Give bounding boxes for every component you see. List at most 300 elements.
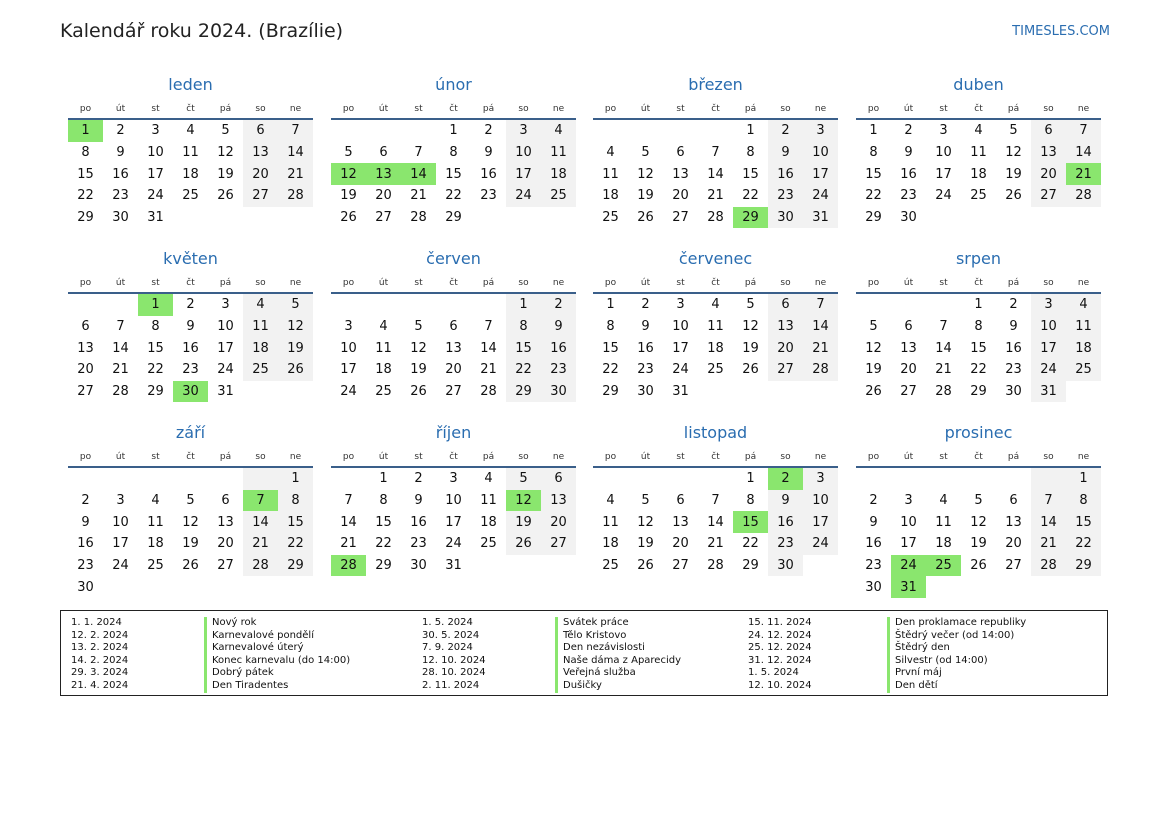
day-cell: 29 xyxy=(742,558,759,574)
day-cell: 5 xyxy=(414,319,423,335)
weekday-header xyxy=(68,448,313,468)
day-cell: 14 xyxy=(1066,142,1101,164)
day-cell: 9 xyxy=(186,319,195,335)
day-cell: 29 xyxy=(865,210,882,226)
weekday-label: út xyxy=(640,104,651,114)
day-cell: 1 xyxy=(138,294,173,316)
weekday-label: út xyxy=(903,278,914,288)
day-cell: 1 xyxy=(68,120,103,142)
day-cell: 20 xyxy=(243,163,278,185)
weekday-label: út xyxy=(115,104,126,114)
day-cell: 17 xyxy=(340,362,357,378)
day-cell: 6 xyxy=(81,319,90,335)
day-cell: 18 xyxy=(243,337,278,359)
day-grid xyxy=(593,294,838,402)
day-cell: 5 xyxy=(278,294,313,316)
day-cell: 12 xyxy=(278,316,313,338)
weekday-label: út xyxy=(903,104,914,114)
weekday-label: čt xyxy=(711,452,720,462)
day-cell: 8 xyxy=(449,145,458,161)
empty-cell xyxy=(961,468,996,490)
day-cell: 13 xyxy=(243,142,278,164)
day-cell: 1 xyxy=(1066,468,1101,490)
day-cell: 31 xyxy=(891,576,926,598)
day-cell: 1 xyxy=(449,123,458,139)
empty-cell xyxy=(1066,381,1101,403)
empty-cell xyxy=(208,468,243,490)
day-cell: 13 xyxy=(900,340,917,356)
weekday-label: út xyxy=(115,452,126,462)
day-cell: 19 xyxy=(278,337,313,359)
day-cell: 25 xyxy=(541,185,576,207)
day-cell: 4 xyxy=(484,471,493,487)
legend-date: 13. 2. 2024 xyxy=(71,642,129,654)
weekday-label: so xyxy=(518,452,529,462)
weekday-label: pá xyxy=(482,452,495,462)
weekday-label: út xyxy=(903,452,914,462)
day-cell: 18 xyxy=(1066,337,1101,359)
empty-cell xyxy=(1031,576,1066,598)
day-cell: 20 xyxy=(375,188,392,204)
day-cell: 12 xyxy=(742,319,759,335)
day-cell: 30 xyxy=(112,210,129,226)
weekday-label: ne xyxy=(814,104,827,114)
day-cell: 3 xyxy=(221,297,230,313)
day-cell: 26 xyxy=(410,384,427,400)
empty-cell xyxy=(506,207,541,229)
day-cell: 15 xyxy=(742,166,759,182)
weekday-label: čt xyxy=(711,278,720,288)
day-cell: 30 xyxy=(768,555,803,577)
day-cell: 11 xyxy=(1066,316,1101,338)
day-cell: 13 xyxy=(366,163,401,185)
empty-cell xyxy=(103,468,138,490)
day-cell: 4 xyxy=(151,493,160,509)
day-cell: 14 xyxy=(401,163,436,185)
empty-cell xyxy=(243,381,278,403)
day-cell: 4 xyxy=(711,297,720,313)
day-grid xyxy=(856,468,1101,598)
day-cell: 24 xyxy=(445,536,462,552)
empty-cell xyxy=(138,468,173,490)
day-cell: 19 xyxy=(865,362,882,378)
day-cell: 25 xyxy=(480,536,497,552)
weekday-label: pá xyxy=(744,278,757,288)
day-cell: 24 xyxy=(340,384,357,400)
month-říjen xyxy=(331,418,576,576)
empty-cell xyxy=(1066,576,1101,598)
day-cell: 20 xyxy=(217,536,234,552)
weekday-label: ne xyxy=(552,452,565,462)
day-cell: 12 xyxy=(331,163,366,185)
day-cell: 30 xyxy=(768,207,803,229)
empty-cell xyxy=(208,576,243,598)
legend-holiday-name: Veřejná služba xyxy=(555,667,681,680)
empty-cell xyxy=(891,294,926,316)
legend-holiday-name: Karnevalové úterý xyxy=(204,642,350,655)
day-cell: 11 xyxy=(541,142,576,164)
weekday-label: ne xyxy=(552,278,565,288)
legend-holiday-name: Dušičky xyxy=(555,680,681,693)
day-cell: 17 xyxy=(112,536,129,552)
day-cell: 17 xyxy=(217,340,234,356)
legend-dates-column xyxy=(748,617,812,693)
day-cell: 11 xyxy=(375,340,392,356)
day-cell: 11 xyxy=(147,514,164,530)
weekday-header xyxy=(593,448,838,468)
day-cell: 21 xyxy=(803,337,838,359)
day-cell: 2 xyxy=(484,123,493,139)
day-cell: 25 xyxy=(602,210,619,226)
day-cell: 24 xyxy=(506,185,541,207)
weekday-label: ne xyxy=(1077,104,1090,114)
day-cell: 5 xyxy=(869,319,878,335)
day-cell: 12 xyxy=(637,166,654,182)
day-cell: 6 xyxy=(768,294,803,316)
day-cell: 19 xyxy=(340,188,357,204)
month-únor xyxy=(331,70,576,228)
weekday-label: ne xyxy=(814,452,827,462)
legend-date: 12. 2. 2024 xyxy=(71,629,129,641)
empty-cell xyxy=(996,207,1031,229)
weekday-header xyxy=(856,100,1101,120)
day-cell: 17 xyxy=(803,511,838,533)
day-cell: 1 xyxy=(746,471,755,487)
day-grid xyxy=(331,120,576,228)
empty-cell xyxy=(663,120,698,142)
day-cell: 6 xyxy=(1031,120,1066,142)
weekday-label: čt xyxy=(974,452,983,462)
empty-cell xyxy=(1031,468,1066,490)
empty-cell xyxy=(278,207,313,229)
month-prosinec xyxy=(856,418,1101,598)
day-cell: 14 xyxy=(480,340,497,356)
day-cell: 26 xyxy=(340,210,357,226)
day-cell: 23 xyxy=(480,188,497,204)
day-cell: 1 xyxy=(606,297,615,313)
day-cell: 3 xyxy=(1031,294,1066,316)
weekday-label: čt xyxy=(974,278,983,288)
empty-cell xyxy=(471,294,506,316)
day-cell: 26 xyxy=(506,533,541,555)
day-cell: 8 xyxy=(151,319,160,335)
empty-cell xyxy=(733,381,768,403)
weekday-label: pá xyxy=(1007,104,1020,114)
day-cell: 15 xyxy=(970,340,987,356)
day-cell: 29 xyxy=(733,207,768,229)
day-cell: 27 xyxy=(243,185,278,207)
day-cell: 17 xyxy=(935,166,952,182)
day-cell: 18 xyxy=(375,362,392,378)
month-name: říjen xyxy=(435,423,472,442)
day-cell: 20 xyxy=(1031,163,1066,185)
legend-date: 28. 10. 2024 xyxy=(422,667,486,679)
weekday-label: so xyxy=(255,278,266,288)
legend-date: 29. 3. 2024 xyxy=(71,667,129,679)
empty-cell xyxy=(506,555,541,577)
day-cell: 22 xyxy=(77,188,94,204)
month-květen xyxy=(68,244,313,402)
day-cell: 3 xyxy=(344,319,353,335)
weekday-label: st xyxy=(151,452,160,462)
month-name: listopad xyxy=(683,423,748,442)
empty-cell xyxy=(173,468,208,490)
day-cell: 28 xyxy=(1066,185,1101,207)
day-cell: 25 xyxy=(707,362,724,378)
legend-date: 30. 5. 2024 xyxy=(422,629,480,641)
day-cell: 9 xyxy=(1009,319,1018,335)
day-cell: 3 xyxy=(676,297,685,313)
day-cell: 18 xyxy=(541,163,576,185)
day-cell: 16 xyxy=(768,163,803,185)
day-cell: 28 xyxy=(803,359,838,381)
weekday-label: po xyxy=(867,104,880,114)
day-cell: 4 xyxy=(379,319,388,335)
day-cell: 22 xyxy=(1066,533,1101,555)
legend-names-column xyxy=(204,617,350,693)
day-cell: 4 xyxy=(541,120,576,142)
day-cell: 22 xyxy=(147,362,164,378)
day-cell: 7 xyxy=(116,319,125,335)
month-srpen xyxy=(856,244,1101,402)
day-cell: 28 xyxy=(935,384,952,400)
day-cell: 4 xyxy=(606,493,615,509)
day-cell: 25 xyxy=(970,188,987,204)
day-cell: 8 xyxy=(606,319,615,335)
day-cell: 14 xyxy=(935,340,952,356)
day-cell: 27 xyxy=(1031,185,1066,207)
month-name: květen xyxy=(163,249,218,268)
weekday-label: po xyxy=(342,104,355,114)
day-cell: 21 xyxy=(410,188,427,204)
day-cell: 1 xyxy=(379,471,388,487)
weekday-label: čt xyxy=(186,278,195,288)
holiday-legend xyxy=(60,610,1108,696)
legend-holiday-name: Svátek práce xyxy=(555,617,681,630)
day-cell: 27 xyxy=(77,384,94,400)
day-cell: 30 xyxy=(541,381,576,403)
day-cell: 20 xyxy=(445,362,462,378)
day-cell: 21 xyxy=(1031,533,1066,555)
day-cell: 17 xyxy=(506,163,541,185)
legend-dates-column xyxy=(71,617,128,693)
weekday-label: út xyxy=(378,452,389,462)
weekday-label: čt xyxy=(449,278,458,288)
day-cell: 23 xyxy=(77,558,94,574)
day-cell: 14 xyxy=(112,340,129,356)
day-cell: 25 xyxy=(243,359,278,381)
day-cell: 22 xyxy=(865,188,882,204)
day-cell: 6 xyxy=(379,145,388,161)
day-cell: 7 xyxy=(344,493,353,509)
weekday-label: po xyxy=(867,278,880,288)
weekday-label: pá xyxy=(1007,452,1020,462)
day-grid xyxy=(331,294,576,402)
weekday-label: ne xyxy=(1077,278,1090,288)
day-cell: 14 xyxy=(707,166,724,182)
legend-names-column xyxy=(887,617,1026,693)
empty-cell xyxy=(628,120,663,142)
weekday-label: st xyxy=(676,104,685,114)
day-cell: 3 xyxy=(506,120,541,142)
empty-cell xyxy=(366,294,401,316)
day-cell: 21 xyxy=(707,536,724,552)
empty-cell xyxy=(1031,207,1066,229)
month-červen xyxy=(331,244,576,402)
day-cell: 29 xyxy=(278,555,313,577)
day-cell: 9 xyxy=(869,514,878,530)
day-cell: 7 xyxy=(1031,490,1066,512)
empty-cell xyxy=(926,576,961,598)
empty-cell xyxy=(803,555,838,577)
day-cell: 11 xyxy=(602,514,619,530)
day-cell: 4 xyxy=(1066,294,1101,316)
day-cell: 27 xyxy=(541,533,576,555)
legend-names-column xyxy=(555,617,681,693)
legend-date: 15. 11. 2024 xyxy=(748,617,812,628)
day-cell: 24 xyxy=(803,533,838,555)
weekday-label: út xyxy=(378,278,389,288)
day-cell: 4 xyxy=(186,123,195,139)
day-cell: 29 xyxy=(506,381,541,403)
empty-cell xyxy=(856,468,891,490)
day-cell: 10 xyxy=(506,142,541,164)
day-grid xyxy=(68,294,313,402)
legend-date: 1. 5. 2024 xyxy=(422,617,473,628)
day-cell: 14 xyxy=(340,514,357,530)
day-cell: 3 xyxy=(803,468,838,490)
day-cell: 27 xyxy=(672,210,689,226)
day-cell: 5 xyxy=(974,493,983,509)
empty-cell xyxy=(541,207,576,229)
day-cell: 7 xyxy=(803,294,838,316)
day-cell: 17 xyxy=(1031,337,1066,359)
day-cell: 19 xyxy=(217,166,234,182)
day-cell: 5 xyxy=(344,145,353,161)
day-cell: 29 xyxy=(147,384,164,400)
weekday-label: pá xyxy=(482,104,495,114)
weekday-label: ne xyxy=(814,278,827,288)
day-cell: 27 xyxy=(375,210,392,226)
site-link[interactable]: TIMESLES.COM xyxy=(1012,24,1110,39)
weekday-label: st xyxy=(151,104,160,114)
weekday-label: ne xyxy=(1077,452,1090,462)
weekday-label: st xyxy=(939,278,948,288)
day-cell: 16 xyxy=(410,514,427,530)
empty-cell xyxy=(698,381,733,403)
day-cell: 10 xyxy=(935,145,952,161)
day-cell: 30 xyxy=(1005,384,1022,400)
month-name: červen xyxy=(426,249,481,268)
day-cell: 6 xyxy=(904,319,913,335)
day-cell: 29 xyxy=(445,210,462,226)
day-cell: 6 xyxy=(221,493,230,509)
day-cell: 10 xyxy=(803,142,838,164)
day-cell: 14 xyxy=(278,142,313,164)
weekday-label: st xyxy=(939,452,948,462)
day-cell: 3 xyxy=(939,123,948,139)
day-cell: 28 xyxy=(707,558,724,574)
empty-cell xyxy=(926,294,961,316)
day-cell: 10 xyxy=(1031,316,1066,338)
weekday-header xyxy=(331,100,576,120)
month-září xyxy=(68,418,313,598)
day-cell: 23 xyxy=(112,188,129,204)
day-cell: 23 xyxy=(1005,362,1022,378)
weekday-label: út xyxy=(640,278,651,288)
empty-cell xyxy=(436,294,471,316)
day-cell: 13 xyxy=(672,514,689,530)
weekday-label: čt xyxy=(449,104,458,114)
day-cell: 15 xyxy=(77,166,94,182)
day-cell: 7 xyxy=(414,145,423,161)
weekday-label: st xyxy=(414,278,423,288)
day-cell: 6 xyxy=(676,145,685,161)
day-cell: 2 xyxy=(116,123,125,139)
day-cell: 30 xyxy=(173,381,208,403)
day-cell: 19 xyxy=(637,188,654,204)
empty-cell xyxy=(471,555,506,577)
weekday-label: pá xyxy=(744,104,757,114)
weekday-label: ne xyxy=(289,452,302,462)
day-cell: 2 xyxy=(414,471,423,487)
day-cell: 1 xyxy=(974,297,983,313)
day-cell: 26 xyxy=(1005,188,1022,204)
day-cell: 2 xyxy=(541,294,576,316)
legend-holiday-name: Karnevalové pondělí xyxy=(204,630,350,643)
day-cell: 26 xyxy=(182,558,199,574)
day-cell: 9 xyxy=(81,514,90,530)
legend-holiday-name: Konec karnevalu (do 14:00) xyxy=(204,655,350,668)
day-cell: 22 xyxy=(602,362,619,378)
empty-cell xyxy=(663,468,698,490)
day-cell: 23 xyxy=(541,359,576,381)
month-listopad xyxy=(593,418,838,576)
legend-holiday-name: Den Tiradentes xyxy=(204,680,350,693)
day-cell: 21 xyxy=(480,362,497,378)
weekday-label: čt xyxy=(974,104,983,114)
day-cell: 8 xyxy=(974,319,983,335)
weekday-label: so xyxy=(780,278,791,288)
day-cell: 8 xyxy=(746,145,755,161)
day-cell: 23 xyxy=(865,558,882,574)
weekday-label: so xyxy=(255,104,266,114)
day-cell: 14 xyxy=(1031,511,1066,533)
day-cell: 5 xyxy=(186,493,195,509)
day-cell: 26 xyxy=(217,188,234,204)
day-cell: 28 xyxy=(243,555,278,577)
month-duben xyxy=(856,70,1101,228)
day-cell: 11 xyxy=(480,493,497,509)
legend-holiday-name: Štědrý den xyxy=(887,642,1026,655)
day-cell: 30 xyxy=(77,579,94,595)
day-cell: 11 xyxy=(935,514,952,530)
month-name: září xyxy=(175,423,206,442)
weekday-label: čt xyxy=(186,452,195,462)
day-grid xyxy=(68,468,313,598)
day-cell: 12 xyxy=(637,514,654,530)
day-cell: 23 xyxy=(637,362,654,378)
empty-cell xyxy=(471,207,506,229)
empty-cell xyxy=(961,207,996,229)
day-cell: 3 xyxy=(803,120,838,142)
day-cell: 7 xyxy=(278,120,313,142)
day-cell: 13 xyxy=(445,340,462,356)
day-cell: 9 xyxy=(768,490,803,512)
legend-date: 21. 4. 2024 xyxy=(71,679,129,691)
day-cell: 20 xyxy=(1005,536,1022,552)
legend-holiday-name: Den nezávislosti xyxy=(555,642,681,655)
